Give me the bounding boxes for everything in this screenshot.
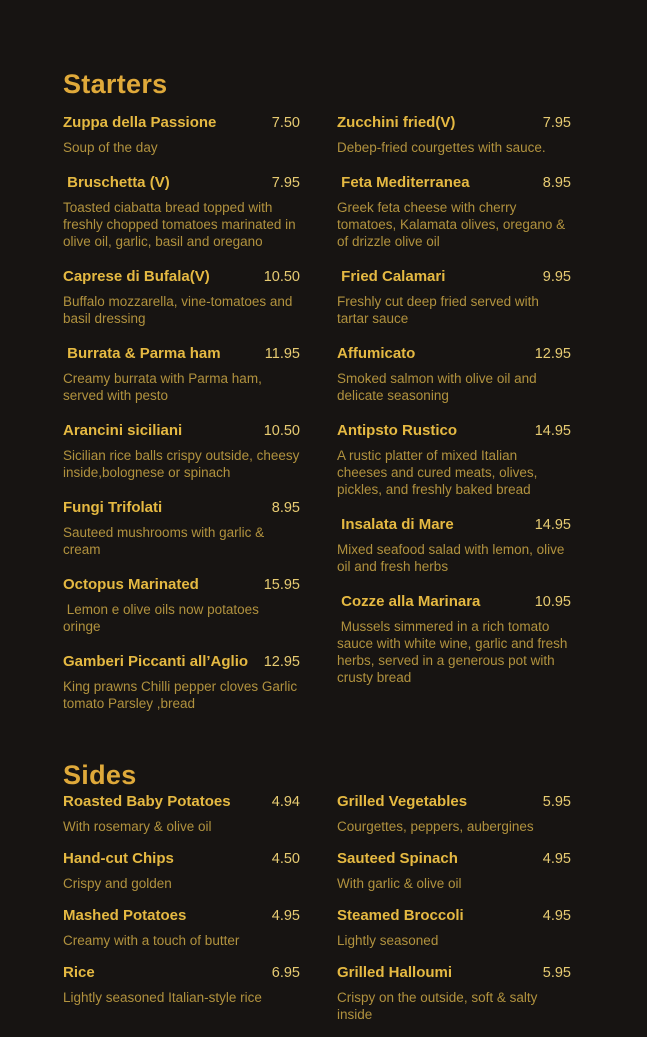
menu-item-header: [337, 421, 571, 441]
menu-item-header: [63, 421, 300, 441]
menu-item-header: [337, 963, 571, 983]
dish-price: 10.95: [534, 594, 571, 610]
dish-description: King prawns Chilli pepper cloves Garlic tomato Parsley ,bread: [63, 679, 301, 711]
dish-description: Smoked salmon with olive oil and delicate seasoning: [337, 371, 541, 403]
menu-item: [63, 173, 300, 250]
dish-price: 5.95: [542, 794, 571, 810]
dish-name: Insalata di Mare: [337, 516, 454, 533]
menu-item-header: [337, 113, 571, 133]
menu-item: [337, 963, 571, 1023]
dish-price: 8.95: [271, 500, 300, 516]
menu-item: [63, 906, 300, 949]
menu-item: [63, 849, 300, 892]
dish-name: Steamed Broccoli: [337, 907, 464, 924]
menu-item-header: [63, 267, 300, 287]
dish-description: Creamy with a touch of butter: [63, 933, 240, 948]
menu-item-header: [63, 652, 300, 672]
starters-columns: [63, 113, 571, 729]
dish-description: Sicilian rice balls crispy outside, cheesy inside,bolognese or spinach: [63, 448, 304, 480]
dish-description: Creamy burrata with Parma ham, served with pesto: [63, 371, 266, 403]
dish-price: 15.95: [263, 577, 300, 593]
menu-item: [63, 421, 304, 481]
dish-price: 8.95: [542, 175, 571, 191]
dish-price: 12.95: [534, 346, 571, 362]
dish-description: Lightly seasoned Italian-style rice: [63, 990, 262, 1005]
menu-item: [337, 113, 571, 156]
menu-item: [337, 344, 571, 404]
dish-description: Debep-fried courgettes with sauce.: [337, 140, 546, 155]
menu-item-header: [63, 113, 300, 133]
dish-name: Fungi Trifolati: [63, 499, 163, 516]
menu-item: [337, 267, 571, 327]
dish-price: 10.50: [263, 269, 300, 285]
menu-item: [63, 113, 300, 156]
dish-description: With garlic & olive oil: [337, 876, 462, 891]
dish-price: 14.95: [534, 423, 571, 439]
dish-name: Hand-cut Chips: [63, 850, 174, 867]
dish-name: Grilled Halloumi: [337, 964, 453, 981]
dish-description: Crispy on the outside, soft & salty inside: [337, 990, 542, 1022]
menu-item-header: [337, 267, 571, 287]
dish-price: 4.50: [271, 851, 300, 867]
menu-item: [337, 592, 571, 686]
dish-name: Gamberi Piccanti all’Aglio: [63, 653, 249, 670]
dish-description: Freshly cut deep fried served with tartar sauce: [337, 294, 543, 326]
dish-name: Sauteed Spinach: [337, 850, 458, 867]
dish-price: 7.95: [542, 115, 571, 131]
menu-item: [337, 849, 571, 892]
menu-item: [63, 498, 300, 558]
dish-description: Soup of the day: [63, 140, 158, 155]
menu-item-header: [63, 173, 300, 193]
menu-item: [337, 792, 571, 835]
menu-item: [63, 267, 300, 327]
dish-name: Mashed Potatoes: [63, 907, 187, 924]
dish-price: 14.95: [534, 517, 571, 533]
dish-description: Lightly seasoned: [337, 933, 439, 948]
menu-item-header: [337, 849, 571, 869]
menu-item-header: [337, 792, 571, 812]
dish-price: 7.95: [271, 175, 300, 191]
dish-name: Zucchini fried(V): [337, 114, 456, 131]
starters-left-column: [63, 113, 304, 729]
dish-description: Buffalo mozzarella, vine-tomatoes and basil dressing: [63, 294, 297, 326]
dish-price: 4.95: [542, 908, 571, 924]
dish-name: Arancini siciliani: [63, 422, 183, 439]
menu-item: [337, 173, 571, 250]
menu-item-header: [337, 906, 571, 926]
section-starters: [63, 68, 571, 729]
menu-item-header: [63, 906, 300, 926]
menu-item: [337, 421, 571, 498]
sides-columns: [63, 792, 571, 1037]
dish-description: Crispy and golden: [63, 876, 172, 891]
dish-description: Toasted ciabatta bread topped with freshly chopped tomatoes marinated in olive oil, garlic, basil and oregano: [63, 200, 300, 249]
menu-item: [63, 575, 300, 635]
dish-price: 11.95: [264, 346, 300, 362]
dish-name: Cozze alla Marinara: [337, 593, 481, 610]
dish-price: 5.95: [542, 965, 571, 981]
dish-description: A rustic platter of mixed Italian cheeses and cured meats, olives, pickles, and freshly baked bread: [337, 448, 542, 497]
dish-description: Mixed seafood salad with lemon, olive oil and fresh herbs: [337, 542, 569, 574]
menu-item: [337, 515, 571, 575]
menu-item-header: [63, 575, 300, 595]
dish-description: Greek feta cheese with cherry tomatoes, Kalamata olives, oregano & of drizzle olive oil: [337, 200, 569, 249]
dish-name: Octopus Marinated: [63, 576, 199, 593]
menu-item-header: [337, 592, 571, 612]
menu-item-header: [337, 173, 571, 193]
menu-item-header: [63, 963, 300, 983]
dish-price: 4.94: [271, 794, 300, 810]
menu-item-header: [63, 498, 300, 518]
dish-price: 12.95: [263, 654, 300, 670]
sides-right-column: [337, 792, 571, 1037]
dish-price: 4.95: [271, 908, 300, 924]
section-sides: [63, 759, 571, 1037]
dish-price: 10.50: [263, 423, 300, 439]
menu-item: [63, 792, 300, 835]
dish-name: Fried Calamari: [337, 268, 446, 285]
menu-item: [63, 652, 300, 712]
menu-item-header: [63, 344, 300, 364]
sides-left-column: [63, 792, 300, 1020]
sides-title: Sides: [63, 760, 137, 790]
menu-item-header: [63, 792, 300, 812]
dish-description: Sauteed mushrooms with garlic & cream: [63, 525, 268, 557]
menu-item-header: [337, 515, 571, 535]
dish-price: 9.95: [542, 269, 571, 285]
menu-item: [337, 906, 571, 949]
dish-name: Antipsto Rustico: [337, 422, 457, 439]
dish-description: Lemon e olive oils now potatoes oringe: [63, 602, 263, 634]
dish-name: Zuppa della Passione: [63, 114, 217, 131]
starters-title: Starters: [63, 69, 168, 99]
dish-price: 6.95: [271, 965, 300, 981]
dish-name: Feta Mediterranea: [337, 174, 470, 191]
dish-name: Rice: [63, 964, 95, 981]
dish-name: Affumicato: [337, 345, 416, 362]
dish-name: Bruschetta (V): [63, 174, 170, 191]
dish-price: 4.95: [542, 851, 571, 867]
menu-item-header: [337, 344, 571, 364]
dish-name: Burrata & Parma ham: [63, 345, 221, 362]
dish-name: Grilled Vegetables: [337, 793, 468, 810]
dish-name: Caprese di Bufala(V): [63, 268, 210, 285]
dish-price: 7.50: [271, 115, 300, 131]
dish-description: With rosemary & olive oil: [63, 819, 212, 834]
dish-description: Courgettes, peppers, aubergines: [337, 819, 534, 834]
menu-item-header: [63, 849, 300, 869]
menu-item: [63, 344, 300, 404]
dish-description: Mussels simmered in a rich tomato sauce with white wine, garlic and fresh herbs, served in a generous pot with crusty bread: [337, 619, 572, 685]
starters-right-column: [337, 113, 571, 703]
dish-name: Roasted Baby Potatoes: [63, 793, 231, 810]
